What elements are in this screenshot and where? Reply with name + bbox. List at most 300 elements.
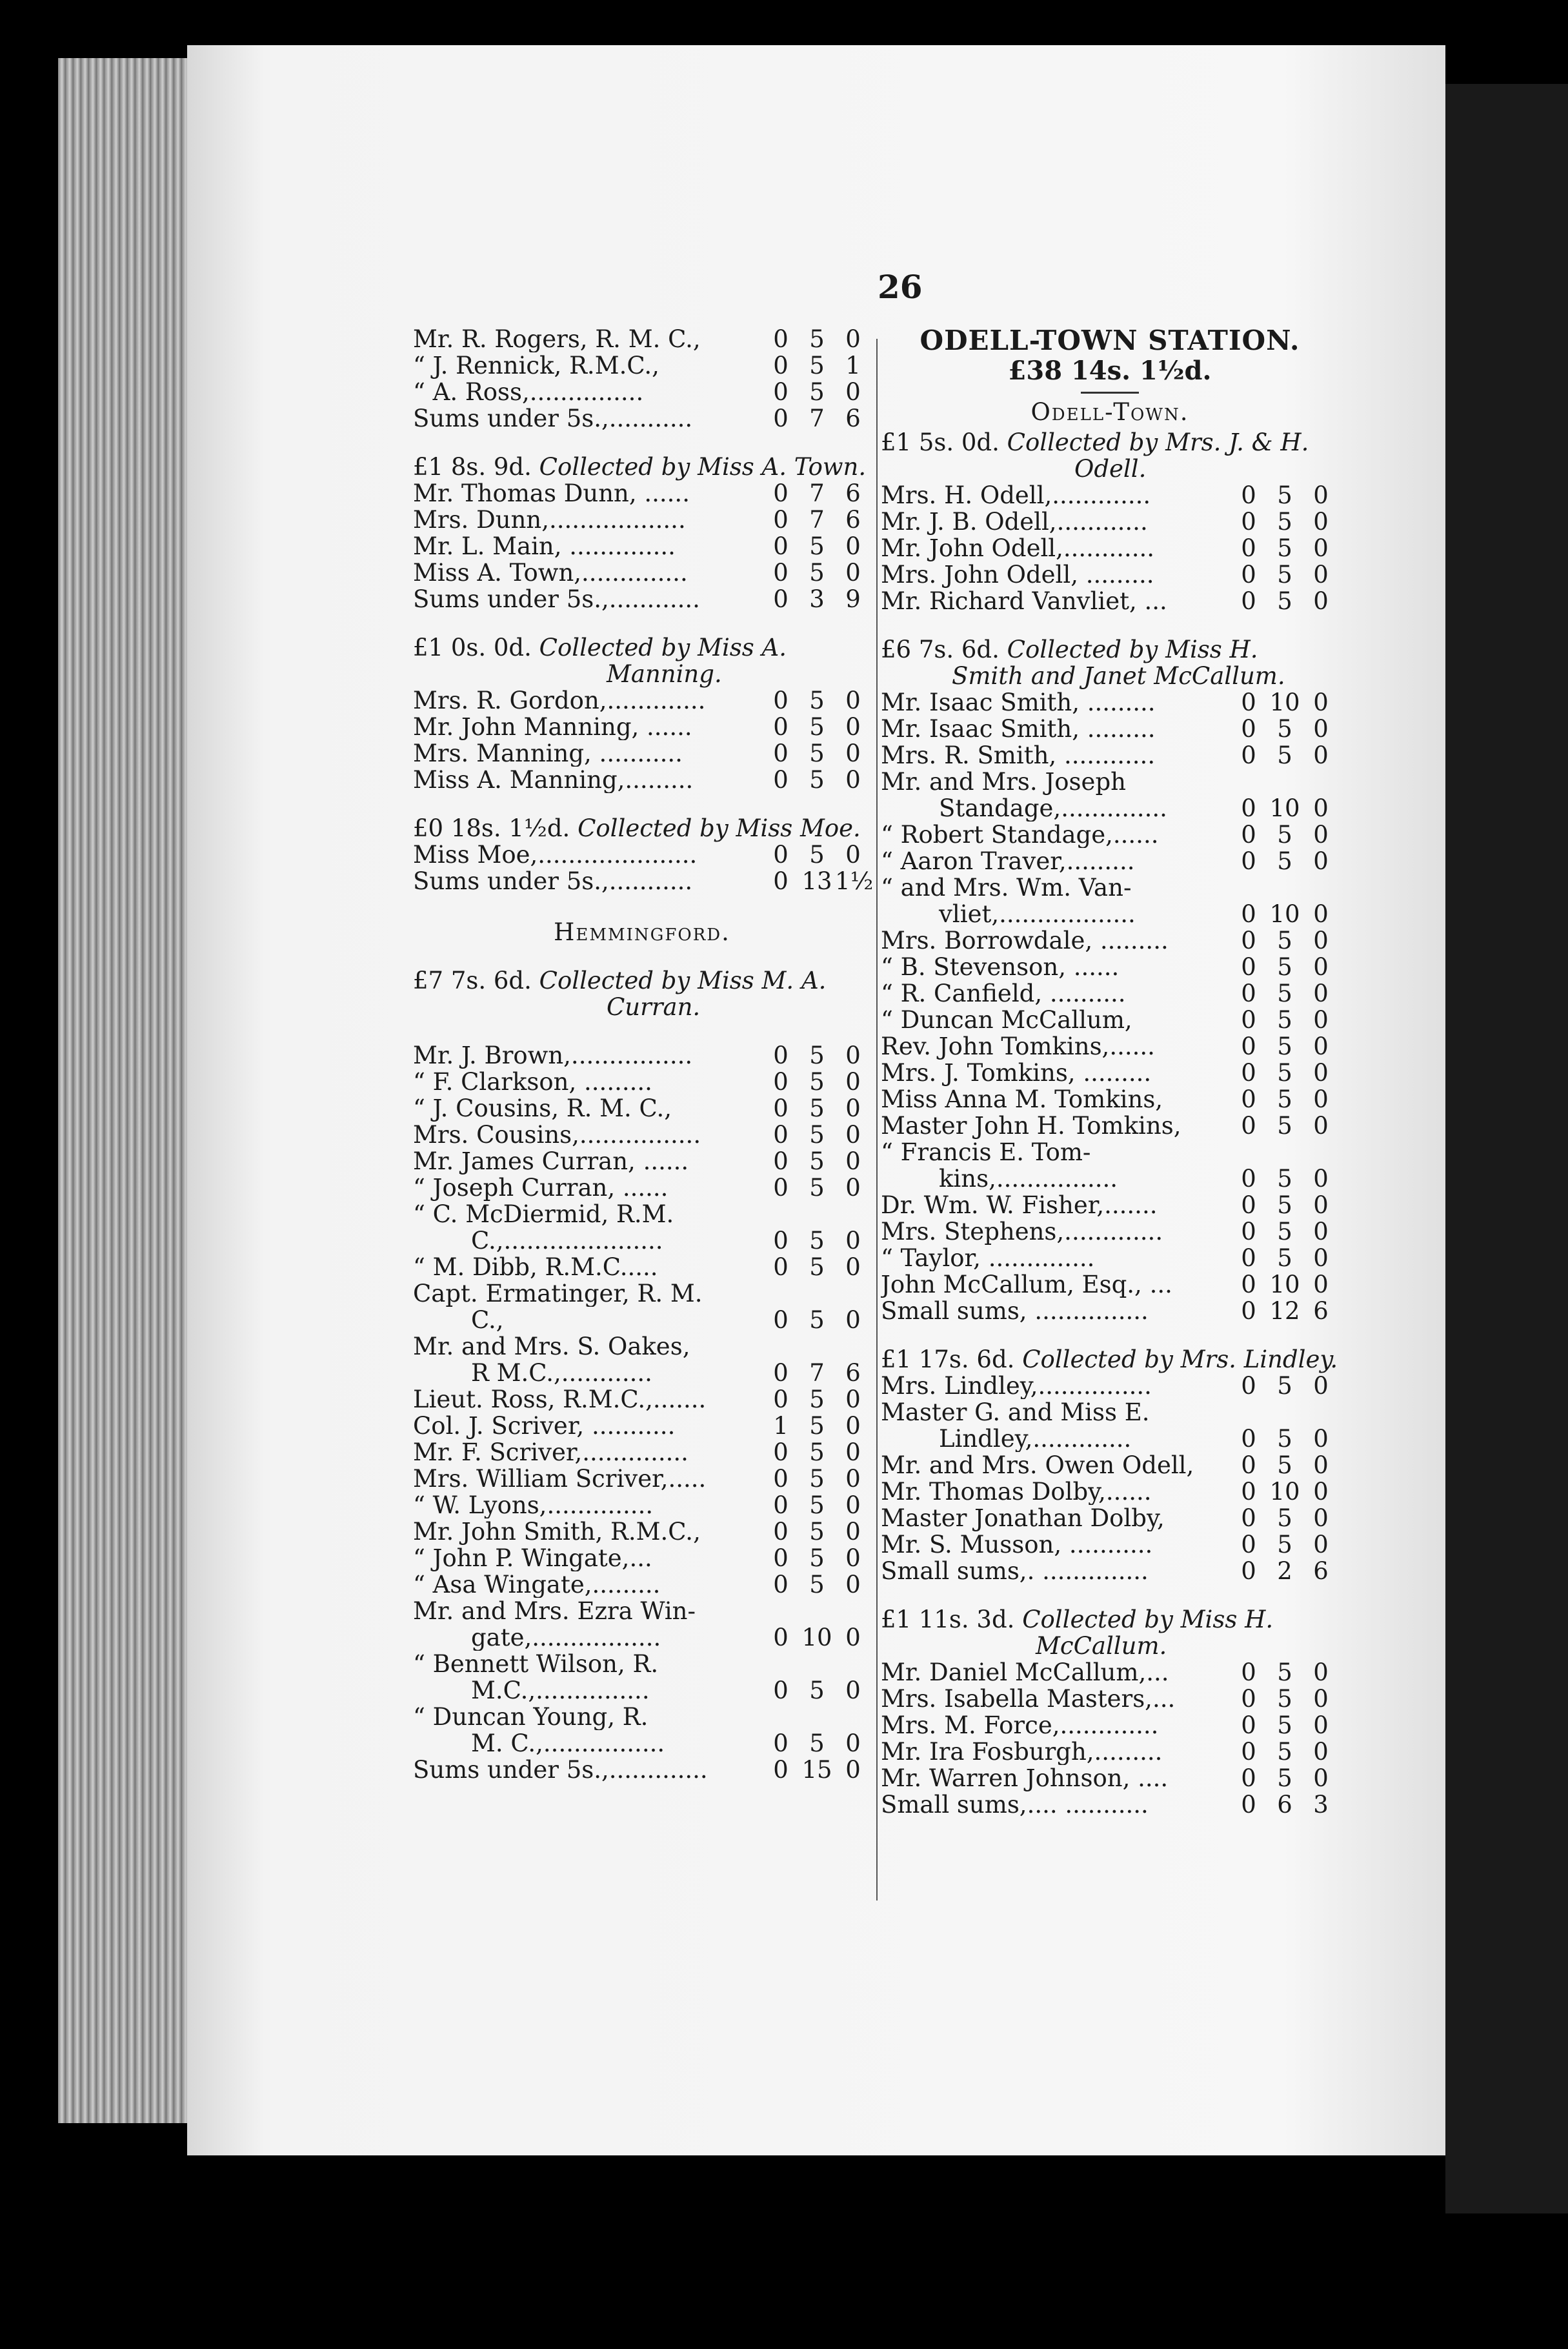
amount-pounds: 0: [1241, 1372, 1256, 1400]
amount: [1229, 901, 1339, 927]
section-rule: [1081, 392, 1139, 394]
amount-pounds: 0: [773, 378, 789, 406]
subscriber-row: [413, 560, 871, 586]
amount-shillings: 13: [801, 867, 832, 895]
amount: [761, 1730, 871, 1757]
amount-pounds: 1: [773, 1412, 789, 1440]
amount-pence: 0: [845, 378, 861, 406]
amount-shillings: 5: [1277, 1764, 1292, 1792]
subscriber-row: [413, 1122, 871, 1148]
subscriber-name: Dr. Wm. W. Fisher,.......: [881, 1192, 1158, 1218]
amount: [761, 560, 871, 586]
subscriber-row: [881, 1791, 1339, 1818]
amount-pounds: 0: [773, 1571, 789, 1598]
amount-pounds: 0: [773, 559, 789, 587]
subscriber-name: Mr. Richard Vanvliet, ...: [881, 588, 1167, 614]
subscriber-name: Mrs. Borrowdale, .........: [881, 927, 1169, 954]
subscriber-name: “ Aaron Traver,.........: [881, 848, 1135, 874]
amount: [761, 1386, 871, 1413]
subscriber-name: “ F. Clarkson, .........: [413, 1069, 652, 1095]
subscriber-name: Mrs. M. Force,.............: [881, 1712, 1159, 1739]
amount-pounds: 0: [1241, 1244, 1256, 1272]
amount-pence: 0: [845, 1121, 861, 1149]
amount-pounds: 0: [773, 1729, 789, 1757]
amount-pence: 0: [1313, 689, 1329, 716]
subscriber-row: [881, 1505, 1339, 1531]
amount-shillings: 5: [1277, 927, 1292, 954]
subscriber-name: Mrs. Dunn,..................: [413, 507, 686, 533]
amount: [1229, 1531, 1339, 1558]
subscriber-row: [881, 1426, 1339, 1452]
amount-pence: 0: [1313, 1244, 1329, 1272]
amount-pounds: 0: [773, 1677, 789, 1704]
amount-pence: 0: [1313, 1451, 1329, 1479]
subscriber-row: [413, 405, 871, 432]
facing-page-shadow: [1445, 84, 1568, 2213]
amount: [1229, 1765, 1339, 1791]
amount: [1229, 1505, 1339, 1531]
subscriber-row: [413, 1174, 871, 1201]
amount-pence: 0: [845, 1544, 861, 1572]
subscriber-row: [413, 1386, 871, 1413]
amount: [1229, 742, 1339, 769]
amount: [761, 1122, 871, 1148]
amount-pounds: 0: [1241, 481, 1256, 509]
amount-pounds: 0: [1241, 1085, 1256, 1113]
subscriber-name: Miss Anna M. Tomkins,: [881, 1086, 1163, 1113]
amount: [761, 767, 871, 793]
amount-shillings: 5: [809, 1571, 825, 1598]
subscriber-row: [881, 588, 1339, 614]
town-rows: [413, 480, 871, 612]
amount-pounds: 0: [773, 1465, 789, 1493]
amount-shillings: 5: [1277, 561, 1292, 589]
subscriber-row: [881, 1739, 1339, 1765]
subscriber-row: [881, 795, 1339, 822]
amount-pence: 1½: [835, 867, 874, 895]
section-heading-curran: £7 7s. 6d. Collected by Miss M. A. Curran.: [413, 967, 827, 1021]
subscriber-row: [413, 1307, 871, 1333]
subscriber-name: Mrs. Manning, ...........: [413, 740, 683, 767]
subscriber-name: “ J. Cousins, R. M. C.,: [413, 1095, 672, 1122]
amount-pounds: 0: [1241, 980, 1256, 1007]
subscriber-name: “ R. Canfield, ..........: [881, 980, 1126, 1007]
amount: [1229, 1060, 1339, 1086]
amount-shillings: 5: [809, 1174, 825, 1202]
subscriber-name: Mr. and Mrs. Owen Odell,: [881, 1452, 1194, 1478]
amount: [1229, 954, 1339, 980]
amount-pounds: 0: [1241, 1191, 1256, 1219]
amount-pence: 6: [845, 506, 861, 534]
subscriber-row: [413, 1466, 871, 1492]
subscriber-row: [881, 927, 1339, 954]
amount-shillings: 5: [1277, 847, 1292, 875]
subscriber-row: [413, 480, 871, 507]
amount-pence: 0: [845, 713, 861, 741]
subscriber-name: C.,: [471, 1307, 504, 1333]
subscriber-row: [881, 954, 1339, 980]
subscriber-name: Mr. John Odell,............: [881, 535, 1155, 561]
subscriber-name: “ and Mrs. Wm. Van-: [881, 874, 1132, 901]
amount: [761, 1757, 871, 1783]
amount-pounds: 0: [773, 867, 789, 895]
amount-shillings: 5: [1277, 534, 1292, 562]
amount-shillings: 12: [1269, 1297, 1300, 1325]
left-column: [413, 325, 874, 1784]
amount: [1229, 1165, 1339, 1192]
amount: [1229, 1113, 1339, 1139]
amount-pence: 0: [1313, 1711, 1329, 1739]
subscriber-row: [413, 1201, 871, 1227]
amount-pounds: 0: [1241, 1478, 1256, 1506]
subscriber-row: [881, 980, 1339, 1007]
amount-pence: 6: [845, 479, 861, 507]
amount-shillings: 5: [1277, 508, 1292, 536]
amount-pounds: 0: [1241, 1531, 1256, 1558]
amount-shillings: 5: [809, 1386, 825, 1413]
section-heading-moe: £0 18s. 1½d. Collected by Miss Moe.: [413, 814, 861, 842]
subscriber-row: [413, 1333, 871, 1360]
amount-shillings: 5: [1277, 1059, 1292, 1087]
amount-shillings: 5: [1277, 1112, 1292, 1140]
subscriber-row: [413, 1624, 871, 1651]
amount-pence: 0: [845, 1094, 861, 1122]
amount: [1229, 795, 1339, 822]
amount: [761, 1254, 871, 1280]
subscriber-row: [413, 352, 871, 379]
amount-pounds: 0: [773, 766, 789, 794]
subscriber-row: [881, 1113, 1339, 1139]
amount-pence: 6: [1313, 1557, 1329, 1585]
subscriber-name: Mrs. R. Smith, ............: [881, 742, 1156, 769]
amount: [1229, 1558, 1339, 1584]
amount-pence: 0: [1313, 1504, 1329, 1532]
amount-pence: 0: [1313, 534, 1329, 562]
amount: [761, 687, 871, 714]
subscriber-name: Col. J. Scriver, ...........: [413, 1413, 676, 1439]
amount-pence: 0: [1313, 1425, 1329, 1453]
amount-shillings: 5: [1277, 1658, 1292, 1686]
subscriber-name: Mr. Thomas Dunn, ......: [413, 480, 690, 507]
subscriber-row: [413, 740, 871, 767]
amount: [1229, 980, 1339, 1007]
subscriber-name: Master Jonathan Dolby,: [881, 1505, 1165, 1531]
amount-shillings: 10: [1269, 1271, 1300, 1298]
amount: [1229, 1686, 1339, 1712]
subscriber-name: Mr. J. B. Odell,............: [881, 509, 1148, 535]
subscriber-name: Mr. L. Main, ..............: [413, 533, 676, 560]
subscriber-name: Mrs. J. Tomkins, .........: [881, 1060, 1152, 1086]
subscriber-name: Lieut. Ross, R.M.C.,.......: [413, 1386, 707, 1413]
amount-pence: 0: [1313, 587, 1329, 615]
subscriber-name: Sums under 5s.,...........: [413, 405, 693, 432]
amount: [1229, 1791, 1339, 1818]
amount-pounds: 0: [1241, 1297, 1256, 1325]
amount-pence: 0: [845, 1438, 861, 1466]
amount-shillings: 5: [1277, 1685, 1292, 1713]
subscriber-row: [881, 874, 1339, 901]
subscriber-row: [413, 1545, 871, 1571]
subscriber-row: [881, 689, 1339, 716]
amount: [761, 507, 871, 533]
amount: [761, 1042, 871, 1069]
moe-rows: [413, 841, 874, 895]
amount-shillings: 5: [809, 1438, 825, 1466]
subscriber-name: Master John H. Tomkins,: [881, 1113, 1181, 1139]
subscriber-row: [881, 1478, 1339, 1505]
amount-pence: 0: [845, 1253, 861, 1281]
subscriber-row: [413, 1704, 871, 1730]
amount-pounds: 0: [773, 405, 789, 432]
subscriber-row: [413, 1677, 871, 1704]
subscriber-name: Mrs. H. Odell,.............: [881, 482, 1151, 509]
amount-pence: 6: [845, 405, 861, 432]
subscriber-row: [413, 1227, 871, 1254]
amount: [1229, 689, 1339, 716]
subscriber-row: [881, 716, 1339, 742]
amount-pounds: 0: [1241, 953, 1256, 981]
amount-pence: 0: [1313, 794, 1329, 822]
amount-pence: 0: [1313, 1033, 1329, 1060]
amount-pounds: 0: [773, 479, 789, 507]
subscriber-row: [413, 1280, 871, 1307]
amount: [761, 1174, 871, 1201]
subscriber-row: [413, 1148, 871, 1174]
amount-pounds: 0: [1241, 1033, 1256, 1060]
subscriber-row: [413, 767, 871, 793]
amount-pence: 0: [845, 740, 861, 767]
subscriber-row: [413, 1598, 871, 1624]
amount-shillings: 5: [809, 841, 825, 869]
amount-pence: 0: [845, 325, 861, 353]
subscriber-name: Capt. Ermatinger, R. M.: [413, 1280, 703, 1307]
subscriber-row: [881, 1531, 1339, 1558]
amount-shillings: 5: [809, 1042, 825, 1069]
subscriber-row: [881, 1686, 1339, 1712]
subscriber-name: “ J. Rennick, R.M.C.,: [413, 352, 659, 379]
amount-shillings: 5: [809, 1491, 825, 1519]
amount-shillings: 5: [809, 713, 825, 741]
amount: [761, 480, 871, 507]
subscriber-name: Miss A. Manning,.........: [413, 767, 694, 793]
subscriber-name: “ Francis E. Tom-: [881, 1139, 1091, 1165]
subscriber-row: [881, 1399, 1339, 1426]
amount-pence: 0: [1313, 900, 1329, 928]
amount: [1229, 1739, 1339, 1765]
amount-pence: 0: [845, 1465, 861, 1493]
section-heading-odell: £1 5s. 0d. Collected by Mrs. J. & H. Odell.: [881, 428, 1309, 483]
amount-shillings: 5: [809, 1306, 825, 1334]
subscriber-name: Mrs. R. Gordon,.............: [413, 687, 706, 714]
subscriber-row: [413, 1069, 871, 1095]
amount-shillings: 5: [1277, 821, 1292, 849]
subscriber-row: [881, 1245, 1339, 1271]
amount-pence: 0: [845, 1147, 861, 1175]
amount-pounds: 0: [773, 1121, 789, 1149]
amount-shillings: 7: [809, 479, 825, 507]
amount-shillings: 5: [1277, 1531, 1292, 1558]
amount-pence: 0: [845, 1386, 861, 1413]
subscriber-name: Master G. and Miss E.: [881, 1399, 1150, 1426]
amount-pounds: 0: [1241, 508, 1256, 536]
subscriber-name: Mrs. Lindley,...............: [881, 1373, 1152, 1399]
amount-shillings: 15: [801, 1756, 832, 1784]
amount-pence: 0: [845, 1756, 861, 1784]
subscriber-name: Miss Moe,.....................: [413, 842, 698, 868]
amount-pence: 0: [1313, 1738, 1329, 1766]
amount-pounds: 0: [773, 506, 789, 534]
amount-pence: 0: [1313, 1112, 1329, 1140]
subscriber-row: [413, 1042, 871, 1069]
amount-pounds: 0: [1241, 534, 1256, 562]
subscriber-name: Mr. John Smith, R.M.C.,: [413, 1518, 701, 1545]
amount-pounds: 0: [1241, 1764, 1256, 1792]
amount-pounds: 0: [773, 1306, 789, 1334]
amount-shillings: 5: [809, 1253, 825, 1281]
subscriber-row: [881, 1192, 1339, 1218]
amount-shillings: 7: [809, 1359, 825, 1387]
subscriber-name: “ C. McDiermid, R.M.: [413, 1201, 674, 1227]
subscriber-name: C.,.....................: [471, 1227, 663, 1254]
amount: [761, 1148, 871, 1174]
amount-shillings: 10: [1269, 900, 1300, 928]
subscriber-row: [881, 822, 1339, 848]
subscriber-row: [881, 1659, 1339, 1686]
amount: [1229, 1086, 1339, 1113]
amount: [761, 533, 871, 560]
amount-pounds: 0: [1241, 1557, 1256, 1585]
subscriber-row: [413, 507, 871, 533]
amount-pounds: 0: [1241, 1504, 1256, 1532]
amount-pounds: 0: [773, 1756, 789, 1784]
amount-pence: 0: [845, 1068, 861, 1096]
subscriber-row: [413, 1360, 871, 1386]
amount: [1229, 927, 1339, 954]
amount-pounds: 0: [773, 841, 789, 869]
subscriber-row: [413, 867, 874, 895]
subscriber-row: [881, 1765, 1339, 1791]
subscriber-row: [881, 1712, 1339, 1739]
amount: [1229, 1245, 1339, 1271]
amount-pence: 0: [845, 1306, 861, 1334]
amount: [1229, 1452, 1339, 1478]
amount-pounds: 0: [1241, 927, 1256, 954]
subscriber-name: kins,................: [939, 1165, 1118, 1192]
amount-pence: 0: [845, 687, 861, 714]
amount: [761, 842, 871, 868]
amount-shillings: 6: [1277, 1791, 1292, 1819]
amount: [761, 352, 871, 379]
subscriber-name: Mr. J. Brown,................: [413, 1042, 693, 1069]
subscriber-name: Mr. Warren Johnson, ....: [881, 1765, 1169, 1791]
subscriber-name: “ Bennett Wilson, R.: [413, 1651, 659, 1677]
amount: [1229, 1033, 1339, 1060]
amount-pounds: 0: [773, 1094, 789, 1122]
amount: [761, 714, 871, 740]
amount-pounds: 0: [773, 1544, 789, 1572]
amount-pounds: 0: [1241, 1711, 1256, 1739]
amount-pounds: 0: [1241, 794, 1256, 822]
amount-shillings: 5: [1277, 1033, 1292, 1060]
subscriber-row: [413, 533, 871, 560]
mccallum-rows: [881, 1659, 1339, 1818]
amount-shillings: 5: [1277, 1244, 1292, 1272]
amount-pounds: 0: [773, 1518, 789, 1546]
amount-pounds: 0: [1241, 847, 1256, 875]
amount-pounds: 0: [1241, 1218, 1256, 1245]
amount-pence: 0: [845, 766, 861, 794]
amount-pounds: 0: [773, 1491, 789, 1519]
amount-pence: 0: [845, 1518, 861, 1546]
amount-shillings: 5: [809, 1544, 825, 1572]
amount: [1229, 561, 1339, 588]
amount-pence: 0: [845, 1677, 861, 1704]
amount: [761, 1360, 871, 1386]
amount-pence: 0: [1313, 1658, 1329, 1686]
amount-pence: 0: [845, 1412, 861, 1440]
subscriber-name: Mrs. William Scriver,.....: [413, 1466, 707, 1492]
right-column: [881, 326, 1339, 1818]
subscriber-row: [881, 848, 1339, 874]
amount-pence: 6: [845, 1359, 861, 1387]
amount: [1229, 1192, 1339, 1218]
amount-pounds: 0: [773, 585, 789, 613]
subscriber-name: “ Joseph Curran, ......: [413, 1174, 668, 1201]
amount-pence: 0: [1313, 1372, 1329, 1400]
amount: [1229, 1712, 1339, 1739]
amount-pounds: 0: [773, 1174, 789, 1202]
amount-shillings: 5: [809, 559, 825, 587]
amount-shillings: 5: [1277, 741, 1292, 769]
amount-pence: 6: [1313, 1297, 1329, 1325]
subscriber-row: [413, 1492, 871, 1518]
amount-pounds: 0: [1241, 1271, 1256, 1298]
manning-rows: [413, 687, 871, 793]
amount-pounds: 0: [773, 1227, 789, 1255]
amount: [1229, 1478, 1339, 1505]
amount: [1229, 1659, 1339, 1686]
amount-pounds: 0: [773, 325, 789, 353]
subscriber-name: Mr. F. Scriver,..............: [413, 1439, 689, 1466]
amount: [761, 326, 871, 352]
amount-pence: 0: [1313, 1059, 1329, 1087]
subscriber-row: [413, 326, 871, 352]
station-total: £38 14s. 1½d.: [1008, 356, 1212, 386]
amount-pence: 0: [1313, 1478, 1329, 1506]
subscriber-row: [413, 687, 871, 714]
amount-shillings: 3: [809, 585, 825, 613]
subscriber-row: [413, 1757, 871, 1783]
amount-pounds: 0: [1241, 715, 1256, 743]
amount-shillings: 5: [809, 740, 825, 767]
subscriber-name: “ A. Ross,...............: [413, 379, 644, 405]
amount: [761, 379, 871, 405]
amount-shillings: 5: [809, 1465, 825, 1493]
subscriber-row: [881, 509, 1339, 535]
amount-shillings: 5: [1277, 1738, 1292, 1766]
amount-shillings: 5: [1277, 1451, 1292, 1479]
subscriber-name: “ Robert Standage,......: [881, 822, 1159, 848]
odell-rows: [881, 482, 1339, 614]
amount: [1229, 848, 1339, 874]
subscriber-name: “ Taylor, ..............: [881, 1245, 1095, 1271]
amount-pounds: 0: [1241, 900, 1256, 928]
subscriber-name: M.C.,...............: [471, 1677, 650, 1704]
subscriber-name: “ M. Dibb, R.M.C.....: [413, 1254, 658, 1280]
subscriber-row: [413, 586, 871, 612]
subscriber-row: [413, 1651, 871, 1677]
amount-pence: 0: [845, 559, 861, 587]
